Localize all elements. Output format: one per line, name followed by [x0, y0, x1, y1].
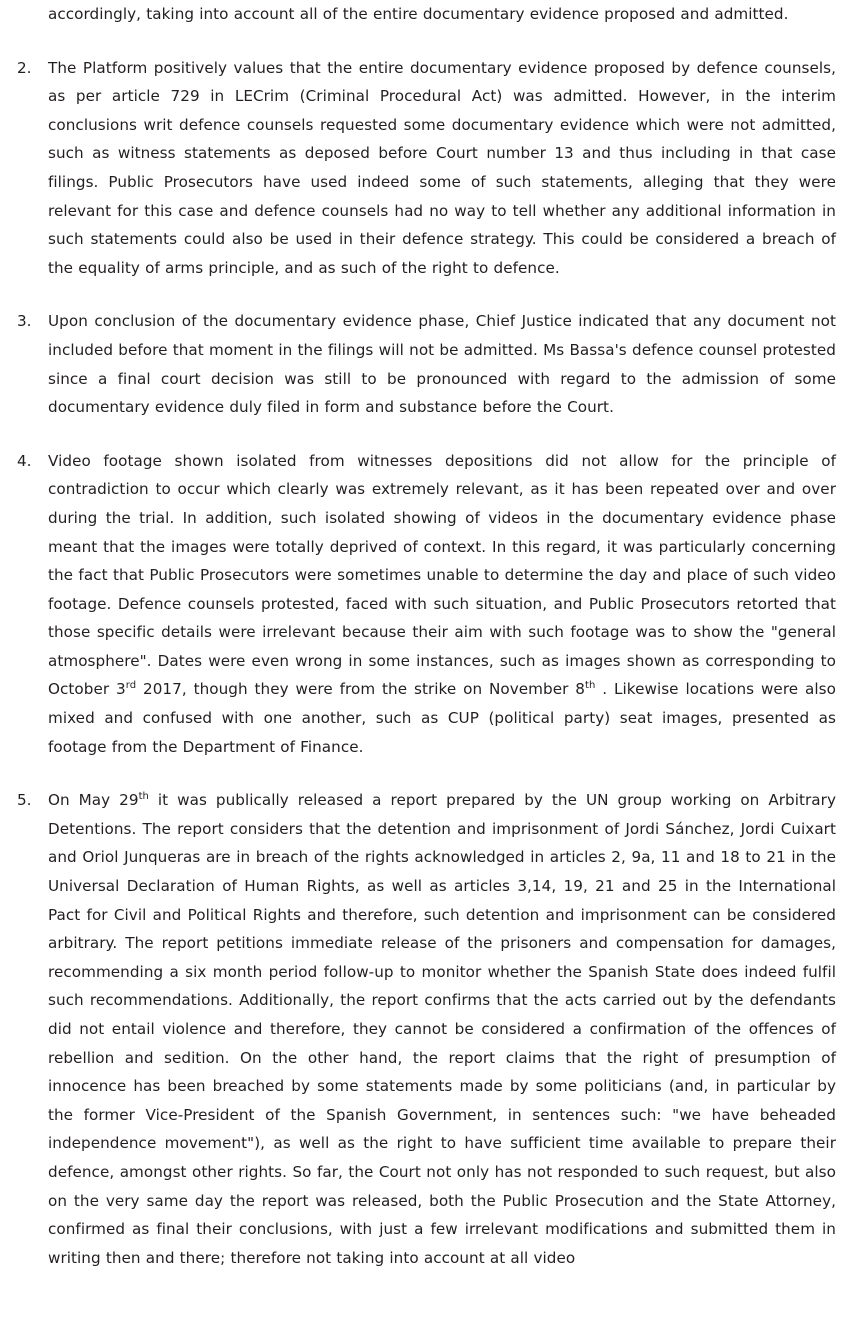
- paragraph-2-text: The Platform positively values that the entire documentary evidence proposed by defence counsels, as per article 729 in LECrim (Criminal Procedural Act) was admitted. However, in the interim conclusions writ defence counsels requested some documentary evidence which were not admitted, such as witness statements as deposed before Court number 13 and thus including in that case filings. Public Prosecutors have used indeed some of such statements, alleging that they were relevant for this case and defence counsels had no way to tell whether any additional information in such statements could also be used in their defence strategy. This could be considered a breach of the equality of arms principle, and as such of the right to defence.: [48, 58, 836, 277]
- paragraph-3-text: Upon conclusion of the documentary evidence phase, Chief Justice indicated that any document not included before that moment in the filings will not be admitted. Ms Bassa's defence counsel protested since a final court decision was still to be pronounced with regard to the admission of some documentary evidence duly filed in form and substance before the Court.: [48, 312, 836, 417]
- paragraph-4: [14, 447, 836, 762]
- list-marker-3: 3.: [17, 312, 32, 331]
- paragraph-5: [14, 786, 836, 1272]
- paragraph-4-text: Video footage shown isolated from witnesses depositions did not allow for the principle of contradiction to occur which clearly was extremely relevant, as it has been repeated over and over during the trial. In addition, such isolated showing of videos in the documentary evidence phase meant that the images were totally deprived of context. In this regard, it was particularly concerning the fact that Public Prosecutors were sometimes unable to determine the day and place of such video footage. Defence counsels protested, faced with such situation, and Public Prosecutors retorted that those specific details were irrelevant because their aim with such footage was to show the "general atmosphere". Dates were even wrong in some instances, such as images shown as corresponding to October 3rd 2017, though they were from the strike on November 8th . Likewise locations were also mixed and confused with one another, such as CUP (political party) seat images, presented as footage from the Department of Finance.: [48, 451, 836, 756]
- list-marker-4: 4.: [17, 451, 32, 470]
- paragraph-2: [14, 54, 836, 283]
- paragraph-text: accordingly, taking into account all of the entire documentary evidence proposed and admitted.: [48, 5, 789, 23]
- paragraph-3: [14, 307, 836, 421]
- paragraph-5-text: On May 29th it was publically released a report prepared by the UN group working on Arbitrary Detentions. The report considers that the detention and imprisonment of Jordi Sánchez, Jordi Cuixart and Oriol Junqueras are in breach of the rights acknowledged in articles 2, 9a, 11 and 18 to 21 in the Universal Declaration of Human Rights, as well as articles 3,14, 19, 21 and 25 in the International Pact for Civil and Political Rights and therefore, such detention and imprisonment can be considered arbitrary. The report petitions immediate release of the prisoners and compensation for damages, recommending a six month period follow-up to monitor whether the Spanish State does indeed fulfil such recommendations. Additionally, the report confirms that the acts carried out by the defendants did not entail violence and therefore, they cannot be considered a confirmation of the offences of rebellion and sedition. On the other hand, the report claims that the right of presumption of innocence has been breached by some statements made by some politicians (and, in particular by the former Vice-President of the Spanish Government, in sentences such: "we have beheaded independence movement"), as well as the right to have sufficient time available to prepare their defence, amongst other rights. So far, the Court not only has not responded to such request, but also on the very same day the report was released, both the Public Prosecution and the State Attorney, confirmed as final their conclusions, with just a few irrelevant modifications and submitted them in writing then and there; therefore not taking into account at all video: [48, 791, 836, 1267]
- list-marker-2: 2.: [17, 58, 32, 77]
- paragraph-continuation: [14, 0, 836, 29]
- list-marker-5: 5.: [17, 791, 32, 810]
